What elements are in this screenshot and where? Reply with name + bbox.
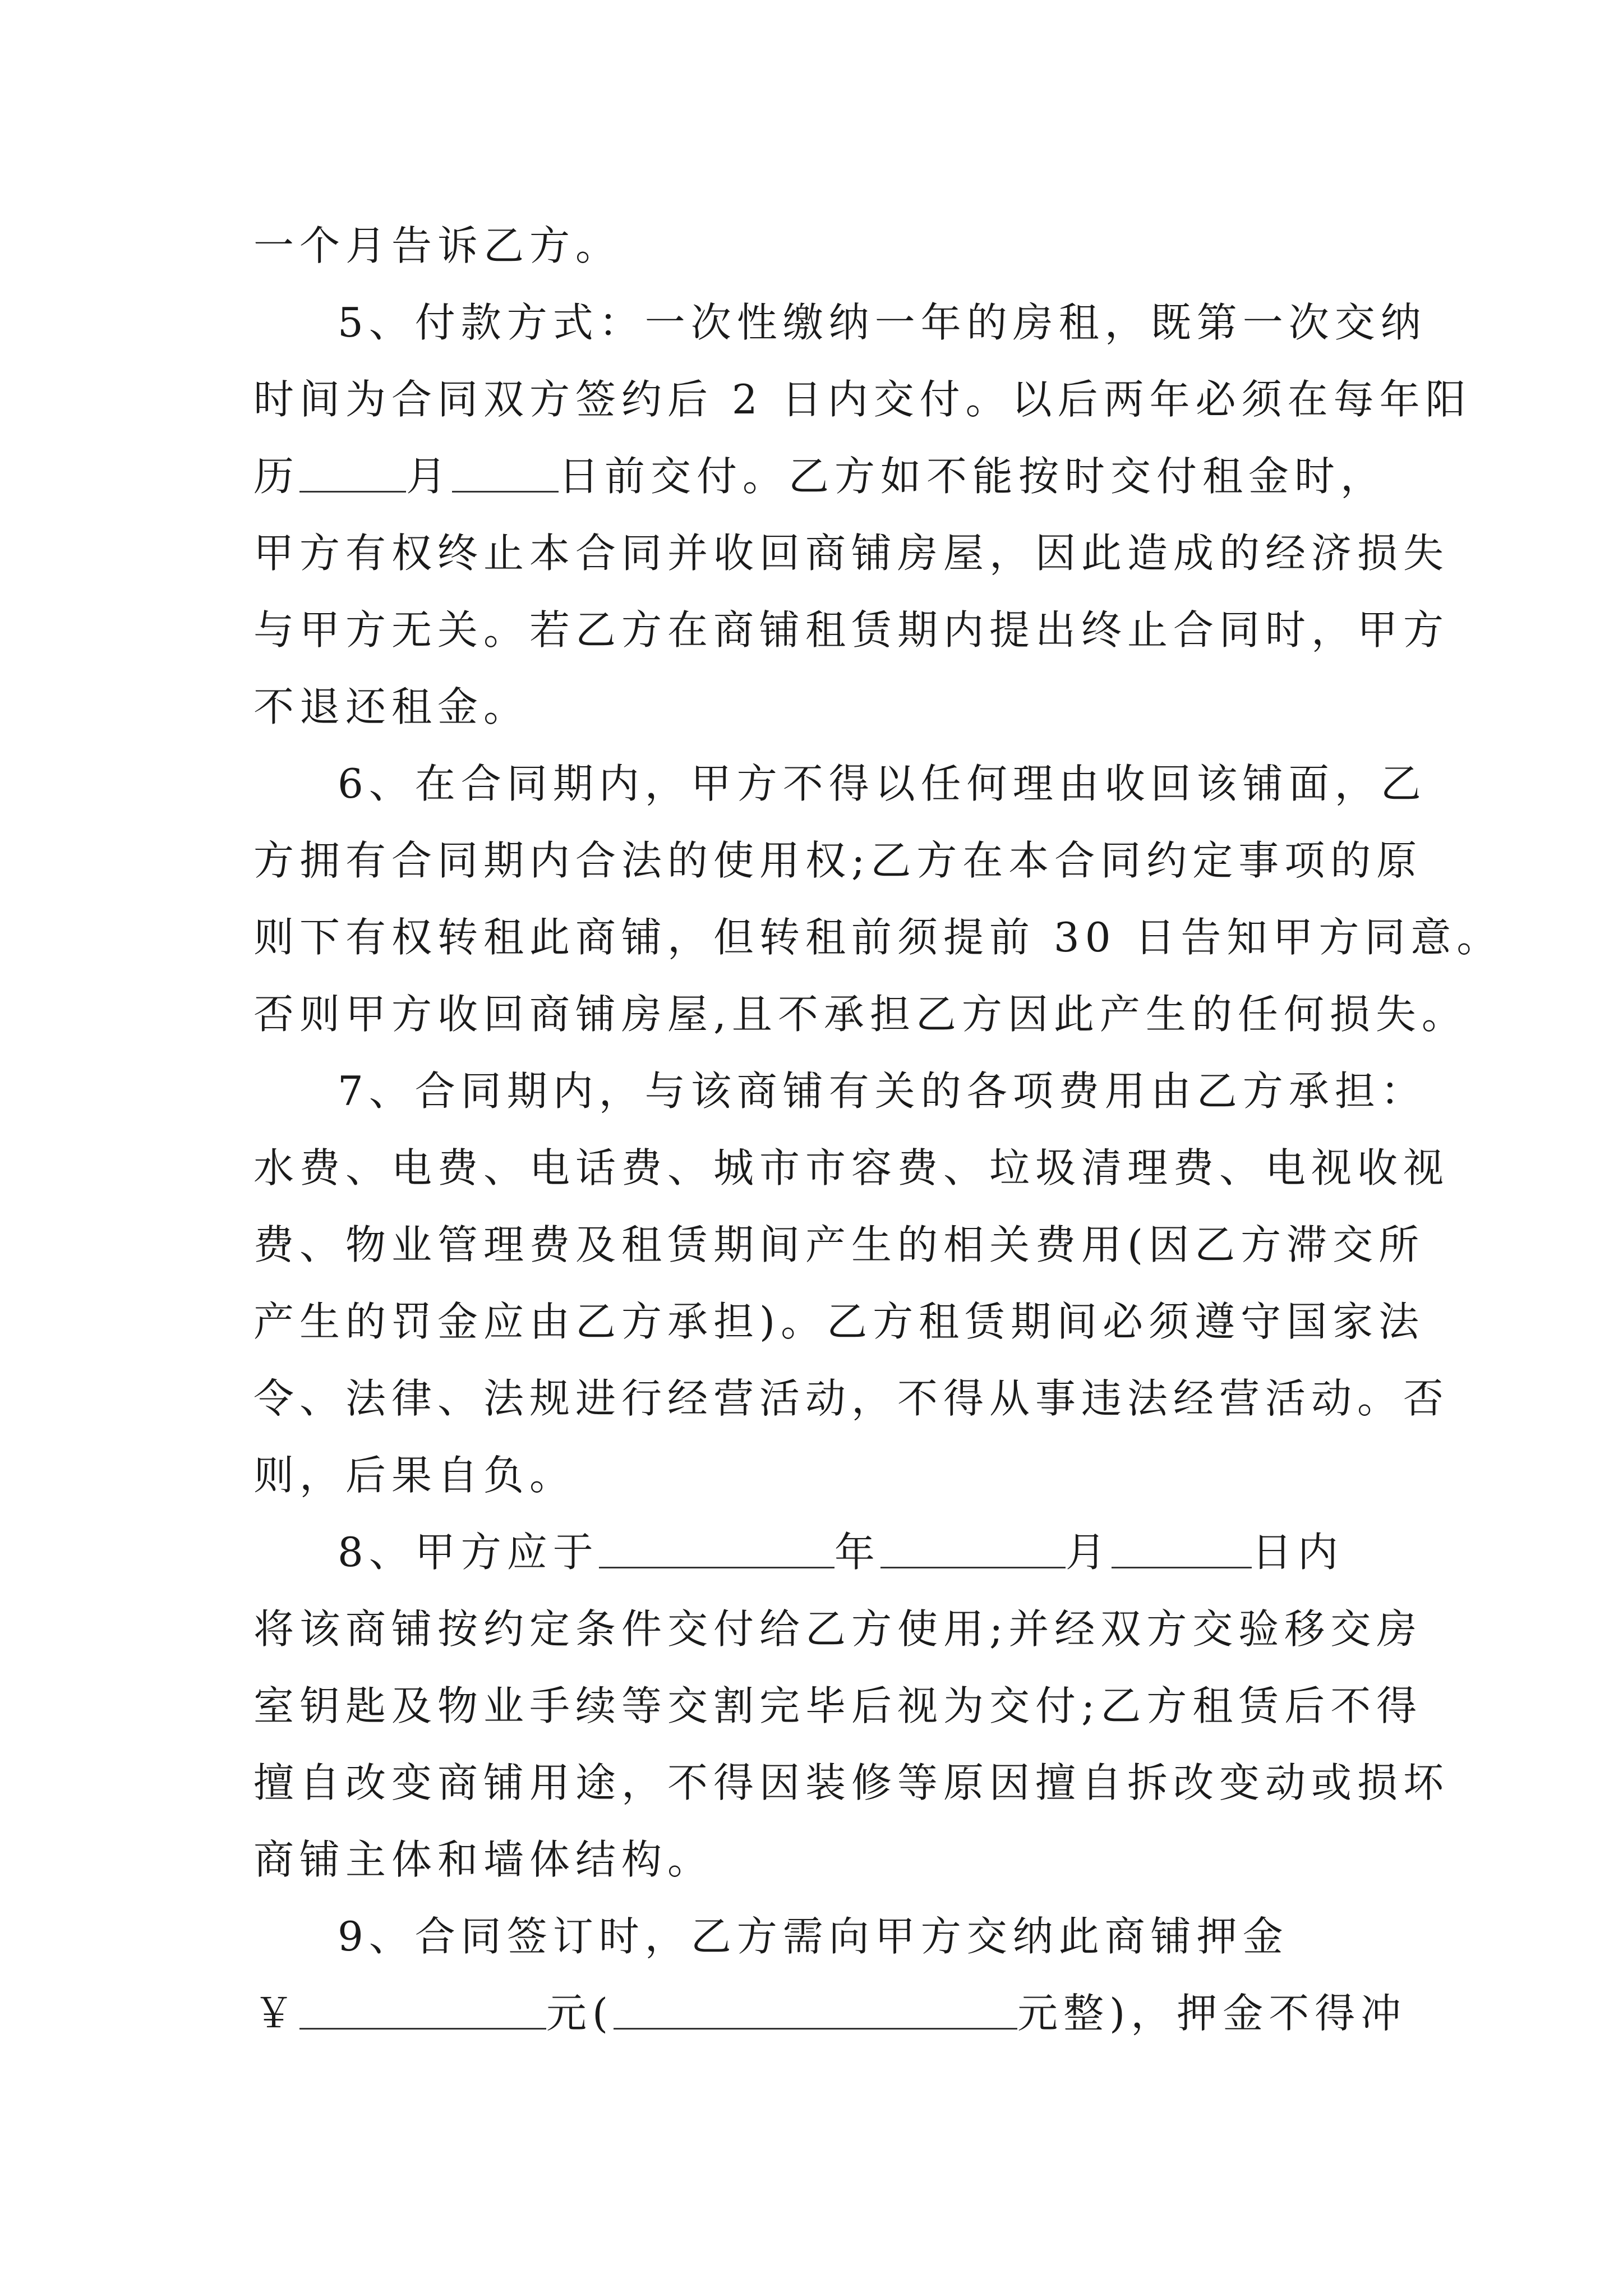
text-line: 商铺主体和墙体结构。 (253, 1836, 714, 1883)
text-line: 费、物业管理费及租赁期间产生的相关费用(因乙方滞交所 (253, 1221, 1425, 1268)
text-fragment: 历 (253, 453, 300, 500)
text-line: 方拥有合同期内合法的使用权;乙方在本合同约定事项的原 (253, 837, 1423, 884)
clause-6-heading: 6、在合同期内，甲方不得以任何理由收回该铺面，乙 (338, 760, 1427, 807)
currency-symbol: ￥ (253, 1990, 300, 2037)
fill-blank-month[interactable] (299, 450, 406, 493)
fill-blank-deposit-amount-words[interactable] (614, 1987, 1017, 2030)
text-fragment: 日内 (1251, 1529, 1344, 1576)
clause-7-heading: 7、合同期内，与该商铺有关的各项费用由乙方承担： (338, 1068, 1427, 1115)
text-fragment: 年 (834, 1529, 880, 1576)
fill-blank-month[interactable] (880, 1526, 1066, 1568)
text-line: 不退还租金。 (253, 683, 530, 730)
clause-5-heading: 5、付款方式：一次性缴纳一年的房租，既第一次交纳 (338, 299, 1427, 346)
contract-text (253, 208, 1503, 2052)
text-fragment: 月 (406, 453, 453, 500)
text-line-with-blanks (253, 1975, 1407, 2052)
fill-blank-year[interactable] (599, 1526, 834, 1568)
text-line: 否则甲方收回商铺房屋,且不承担乙方因此产生的任何损失。 (253, 991, 1468, 1038)
text-fragment: 日前交付。乙方如不能按时交付租金时， (559, 453, 1387, 500)
fill-blank-day[interactable] (1112, 1526, 1252, 1568)
text-line: 产生的罚金应由乙方承担)。乙方租赁期间必须遵守国家法 (253, 1298, 1425, 1345)
text-line: 一个月告诉乙方。 (253, 222, 622, 269)
fill-blank-deposit-amount[interactable] (299, 1987, 546, 2030)
text-fragment: 元整)，押金不得冲 (1017, 1990, 1407, 2037)
text-line: 时间为合同双方签约后 2 日内交付。以后两年必须在每年阳 (253, 376, 1472, 423)
clause-8-heading (253, 1514, 1398, 1591)
text-line: 水费、电费、电话费、城市市容费、垃圾清理费、电视收视 (253, 1144, 1450, 1191)
text-line: 将该商铺按约定条件交付给乙方使用;并经双方交验移交房 (253, 1605, 1423, 1653)
text-line: 与甲方无关。若乙方在商铺租赁期内提出终止合同时，甲方 (253, 606, 1450, 654)
text-line: 则下有权转租此商铺，但转租前须提前 30 日告知甲方同意。 (253, 914, 1503, 961)
text-fragment: 元( (546, 1990, 614, 2037)
text-fragment: 8、甲方应于 (338, 1529, 599, 1576)
text-line: 则，后果自负。 (253, 1452, 576, 1499)
clause-9-heading: 9、合同签订时，乙方需向甲方交纳此商铺押金 (338, 1913, 1289, 1960)
text-line: 令、法律、法规进行经营活动，不得从事违法经营活动。否 (253, 1375, 1450, 1422)
text-line: 甲方有权终止本合同并收回商铺房屋，因此造成的经济损失 (253, 530, 1450, 577)
text-line-with-blanks (253, 438, 1398, 515)
text-line: 室钥匙及物业手续等交割完毕后视为交付;乙方租赁后不得 (253, 1682, 1423, 1729)
text-fragment: 月 (1065, 1529, 1112, 1576)
fill-blank-day[interactable] (452, 450, 559, 493)
text-line: 擅自改变商铺用途，不得因装修等原因擅自拆改变动或损坏 (253, 1759, 1450, 1806)
